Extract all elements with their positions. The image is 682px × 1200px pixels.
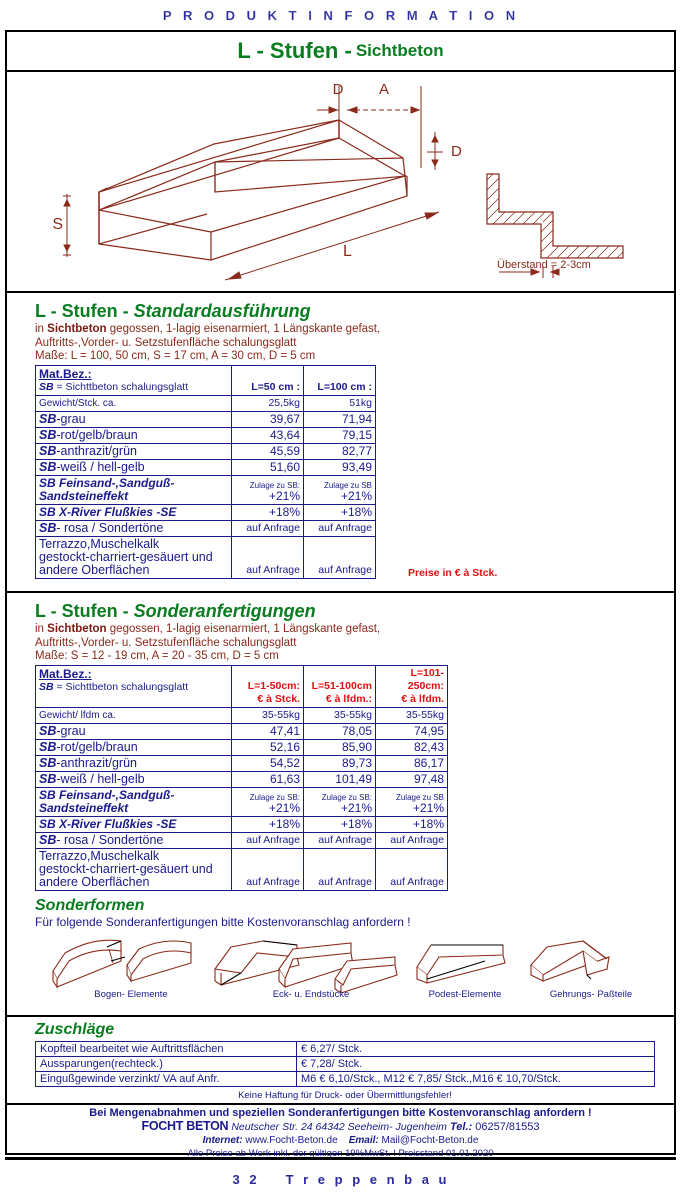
row-value: auf Anfrage bbox=[232, 521, 304, 537]
desc-line2: Auftritts-,Vorder- u. Setzstufenfläche schalungsglatt bbox=[35, 336, 297, 349]
table-row bbox=[36, 476, 376, 505]
website-link[interactable]: www.Focht-Beton.de bbox=[245, 1135, 338, 1146]
disclaimer: Keine Haftung für Druck- oder Übermittlungsfehler! bbox=[238, 1090, 452, 1101]
page-category: T r e p p e n b a u bbox=[285, 1172, 450, 1187]
technical-drawing bbox=[7, 72, 674, 293]
page-banner bbox=[0, 0, 682, 30]
zuschlaege-heading: Zuschläge bbox=[35, 1021, 115, 1038]
sonderformen-illustrations bbox=[35, 931, 674, 1009]
email-label: Email: bbox=[348, 1135, 379, 1146]
banner-text: P R O D U K T I N F O R M A T I O N bbox=[162, 7, 520, 23]
row-value: Zulage zu SB: +21% bbox=[304, 788, 376, 817]
table-row bbox=[36, 817, 448, 833]
table-row bbox=[36, 460, 376, 476]
table-row bbox=[36, 412, 376, 428]
table-header-row bbox=[36, 366, 376, 396]
row-value: auf Anfrage bbox=[376, 849, 448, 891]
header-col-2: L=100 cm : bbox=[304, 366, 376, 396]
company-name: FOCHT BETON bbox=[141, 1119, 229, 1133]
row-label: SB- rosa / Sondertöne bbox=[36, 521, 232, 537]
surcharge-value: € 7,28/ Stck. bbox=[297, 1057, 655, 1072]
row-value: 89,73 bbox=[304, 756, 376, 772]
row-value: 35-55kg bbox=[376, 708, 448, 724]
surcharge-value: M6 € 6,10/Stck., M12 € 7,85/ Stck.,M16 € 10,70/Stck. bbox=[297, 1072, 655, 1087]
surcharge-label: Aussparungen(rechteck.) bbox=[36, 1057, 297, 1072]
footer-callout: Bei Mengenabnahmen und speziellen Sonderanfertigungen bitte Kostenvoranschlag anfordern ! bbox=[89, 1107, 592, 1119]
row-label: SB-grau bbox=[36, 412, 232, 428]
dim-label-s: S bbox=[52, 216, 63, 233]
page-number: 3 2 bbox=[232, 1172, 260, 1187]
dim-label-d-top: D bbox=[332, 81, 344, 98]
row-value: Zulage zu SB: +21% bbox=[232, 788, 304, 817]
section-sonder-masse: Maße: S = 12 - 19 cm, A = 20 - 35 cm, D = 5 cm bbox=[35, 650, 279, 662]
footer-company-line bbox=[7, 1120, 674, 1134]
table-row bbox=[36, 756, 448, 772]
table-header-row bbox=[36, 666, 448, 708]
section-sonder-heading-main: L - Stufen - bbox=[35, 601, 129, 621]
table-row bbox=[36, 396, 376, 412]
row-value: +18% bbox=[232, 505, 304, 521]
header-col-1: L=1-50cm: € à Stck. bbox=[232, 666, 304, 708]
dim-label-ueberstand: Überstand = 2-3cm bbox=[497, 259, 591, 271]
table-row bbox=[36, 444, 376, 460]
product-title-row bbox=[7, 32, 674, 72]
l-step-isometric-diagram bbox=[7, 72, 674, 288]
section-standard-desc bbox=[35, 323, 674, 350]
row-value: 82,43 bbox=[376, 740, 448, 756]
table-row bbox=[36, 708, 448, 724]
desc-post: gegossen, 1-lagig eisenarmiert, 1 Längskante gefast, bbox=[106, 323, 381, 335]
row-value: Zulage zu SB +21% bbox=[376, 788, 448, 817]
dim-label-d-right: D bbox=[451, 143, 462, 160]
section-divider-3 bbox=[7, 1103, 674, 1105]
row-value: 71,94 bbox=[304, 412, 376, 428]
row-value: 82,77 bbox=[304, 444, 376, 460]
sb-expansion: = Sichttbeton schalungsglatt bbox=[53, 381, 189, 393]
table-row bbox=[36, 1057, 655, 1072]
row-label: SB-grau bbox=[36, 724, 232, 740]
row-value: auf Anfrage bbox=[232, 537, 304, 579]
table-row bbox=[36, 521, 376, 537]
row-value: 25,5kg bbox=[232, 396, 304, 412]
row-value: 51,60 bbox=[232, 460, 304, 476]
header-col-3: L=101- 250cm: € à lfdm. bbox=[376, 666, 448, 708]
row-value: auf Anfrage bbox=[232, 849, 304, 891]
row-label: SB-anthrazit/grün bbox=[36, 444, 232, 460]
header-col-1: L=50 cm : bbox=[232, 366, 304, 396]
section-zuschlaege bbox=[7, 1017, 674, 1101]
row-value: 93,49 bbox=[304, 460, 376, 476]
footer-vat-line: Alle Preise ab Werk inkl. der gültigen 19%MwSt. ! Preisstand 01.01.2020 bbox=[187, 1148, 494, 1159]
row-value: 61,63 bbox=[232, 772, 304, 788]
row-value: 101,49 bbox=[304, 772, 376, 788]
row-value: 97,48 bbox=[376, 772, 448, 788]
row-value: 45,59 bbox=[232, 444, 304, 460]
row-value: auf Anfrage bbox=[304, 537, 376, 579]
row-label: SB-rot/gelb/braun bbox=[36, 428, 232, 444]
row-value: 85,90 bbox=[304, 740, 376, 756]
row-label: SB-weiß / hell-gelb bbox=[36, 772, 232, 788]
row-label-weight: Gewicht/ lfdm ca. bbox=[36, 708, 232, 724]
table-row bbox=[36, 849, 448, 891]
header-matbez: Mat.Bez.: SB = Sichttbeton schalungsglatt bbox=[36, 666, 232, 708]
section-standardausfuehrung bbox=[7, 293, 674, 585]
footer-web-line bbox=[7, 1134, 674, 1147]
surcharge-table bbox=[35, 1041, 655, 1087]
sb-abbr: SB bbox=[39, 381, 54, 393]
row-value: Zulage zu SB: +21% bbox=[232, 476, 304, 505]
section-sonder-desc: in Sichtbeton gegossen, 1-lagig eisenarmiert, 1 Längskante gefast, Auftritts-,Vorder- u. Setzstufenfläche schalungsglatt bbox=[35, 623, 381, 649]
shape-caption-bogen: Bogen- Elemente bbox=[94, 989, 168, 1000]
page-subtitle: Sichtbeton bbox=[355, 41, 444, 60]
page-title: L - Stufen - bbox=[237, 38, 352, 63]
section-sonder-heading-sub: Sonderanfertigungen bbox=[133, 601, 316, 621]
table-row bbox=[36, 724, 448, 740]
sonderformen-subtitle: Für folgende Sonderanfertigungen bitte Kostenvoranschlag anfordern ! bbox=[35, 915, 411, 929]
row-value: +18% bbox=[376, 817, 448, 833]
row-label: SB X-River Flußkies -SE bbox=[36, 817, 232, 833]
section-standard-heading-main: L - Stufen - bbox=[35, 301, 129, 321]
row-value: +18% bbox=[232, 817, 304, 833]
table-row bbox=[36, 1072, 655, 1087]
row-value: auf Anfrage bbox=[232, 833, 304, 849]
row-value: 39,67 bbox=[232, 412, 304, 428]
matbez-label: Mat.Bez.: bbox=[39, 667, 92, 681]
row-value: 43,64 bbox=[232, 428, 304, 444]
shape-caption-eck: Eck- u. Endstücke bbox=[272, 989, 350, 1000]
page-footer bbox=[0, 1172, 682, 1187]
row-value: 78,05 bbox=[304, 724, 376, 740]
document-frame bbox=[5, 30, 676, 1159]
row-label: SB Feinsand-,Sandguß- Sandsteineffekt bbox=[36, 788, 232, 817]
header-matbez bbox=[36, 366, 232, 396]
sonderformen-heading: Sonderformen bbox=[35, 897, 145, 914]
dim-label-a: A bbox=[378, 81, 390, 98]
section-standard-masse: Maße: L = 100, 50 cm, S = 17 cm, A = 30 cm, D = 5 cm bbox=[35, 350, 316, 362]
section-standard-heading-sub: Standardausführung bbox=[133, 301, 311, 321]
bottom-rule bbox=[5, 1157, 676, 1160]
table-row bbox=[36, 1042, 655, 1057]
table-row bbox=[36, 505, 376, 521]
row-value: 35-55kg bbox=[304, 708, 376, 724]
row-value: auf Anfrage bbox=[304, 833, 376, 849]
section-sonderanfertigungen bbox=[7, 593, 674, 1015]
row-label: SB X-River Flußkies -SE bbox=[36, 505, 232, 521]
row-label: SB-rot/gelb/braun bbox=[36, 740, 232, 756]
shape-caption-podest: Podest-Elemente bbox=[428, 989, 502, 1000]
row-label: Terrazzo,Muschelkalk gestockt-charriert-gesäuert und andere Oberflächen bbox=[36, 537, 232, 579]
row-label: SB-anthrazit/grün bbox=[36, 756, 232, 772]
table-row bbox=[36, 740, 448, 756]
row-value: auf Anfrage bbox=[304, 849, 376, 891]
table-row bbox=[36, 537, 376, 579]
section-standard-heading bbox=[35, 301, 674, 322]
tel-label: Tel.: bbox=[449, 1121, 473, 1133]
company-footer bbox=[7, 1107, 674, 1160]
table-row bbox=[36, 428, 376, 444]
row-value: 35-55kg bbox=[232, 708, 304, 724]
company-address: Neutscher Str. 24 64342 Seeheim- Jugenheim bbox=[231, 1121, 447, 1133]
surcharge-label: Kopfteil bearbeitet wie Auftrittsflächen bbox=[36, 1042, 297, 1057]
row-value: +18% bbox=[304, 817, 376, 833]
row-label: SB Feinsand-,Sandguß- Sandsteineffekt bbox=[36, 476, 232, 505]
table-row bbox=[36, 788, 448, 817]
table-row bbox=[36, 772, 448, 788]
row-value: 86,17 bbox=[376, 756, 448, 772]
row-value: auf Anfrage bbox=[376, 833, 448, 849]
row-value: 74,95 bbox=[376, 724, 448, 740]
row-label-weight: Gewicht/Stck. ca. bbox=[36, 396, 232, 412]
tel-value: 06257/81553 bbox=[475, 1121, 540, 1133]
section-sonder-heading bbox=[35, 601, 674, 622]
row-label: SB-weiß / hell-gelb bbox=[36, 460, 232, 476]
header-col-2: L=51-100cm € à lfdm.: bbox=[304, 666, 376, 708]
special-shapes-diagram bbox=[35, 931, 655, 993]
price-table-sonder bbox=[35, 665, 448, 891]
dim-label-l: L bbox=[343, 243, 352, 260]
row-value: Zulage zu SB +21% bbox=[304, 476, 376, 505]
sonderformen-block bbox=[35, 897, 674, 1009]
row-label: Terrazzo,Muschelkalk gestockt-charriert-gesäuert und andere Oberflächen bbox=[36, 849, 232, 891]
row-value: 79,15 bbox=[304, 428, 376, 444]
desc-bold: Sichtbeton bbox=[47, 323, 107, 335]
shape-caption-gehrung: Gehrungs- Paßteile bbox=[549, 989, 633, 1000]
desc-pre: in bbox=[35, 323, 48, 335]
surcharge-label: Eingußgewinde verzinkt/ VA auf Anfr. bbox=[36, 1072, 297, 1087]
row-value: 52,16 bbox=[232, 740, 304, 756]
row-value: 51kg bbox=[304, 396, 376, 412]
row-value: 47,41 bbox=[232, 724, 304, 740]
preise-note: Preise in € à Stck. bbox=[408, 567, 498, 579]
row-value: +18% bbox=[304, 505, 376, 521]
internet-label: Internet: bbox=[202, 1135, 243, 1146]
price-table-standard bbox=[35, 365, 376, 579]
row-label: SB- rosa / Sondertöne bbox=[36, 833, 232, 849]
row-value: auf Anfrage bbox=[304, 521, 376, 537]
table-row bbox=[36, 833, 448, 849]
surcharge-value: € 6,27/ Stck. bbox=[297, 1042, 655, 1057]
matbez-label: Mat.Bez.: bbox=[39, 367, 92, 381]
row-value: 54,52 bbox=[232, 756, 304, 772]
email-link[interactable]: Mail@Focht-Beton.de bbox=[381, 1135, 479, 1146]
